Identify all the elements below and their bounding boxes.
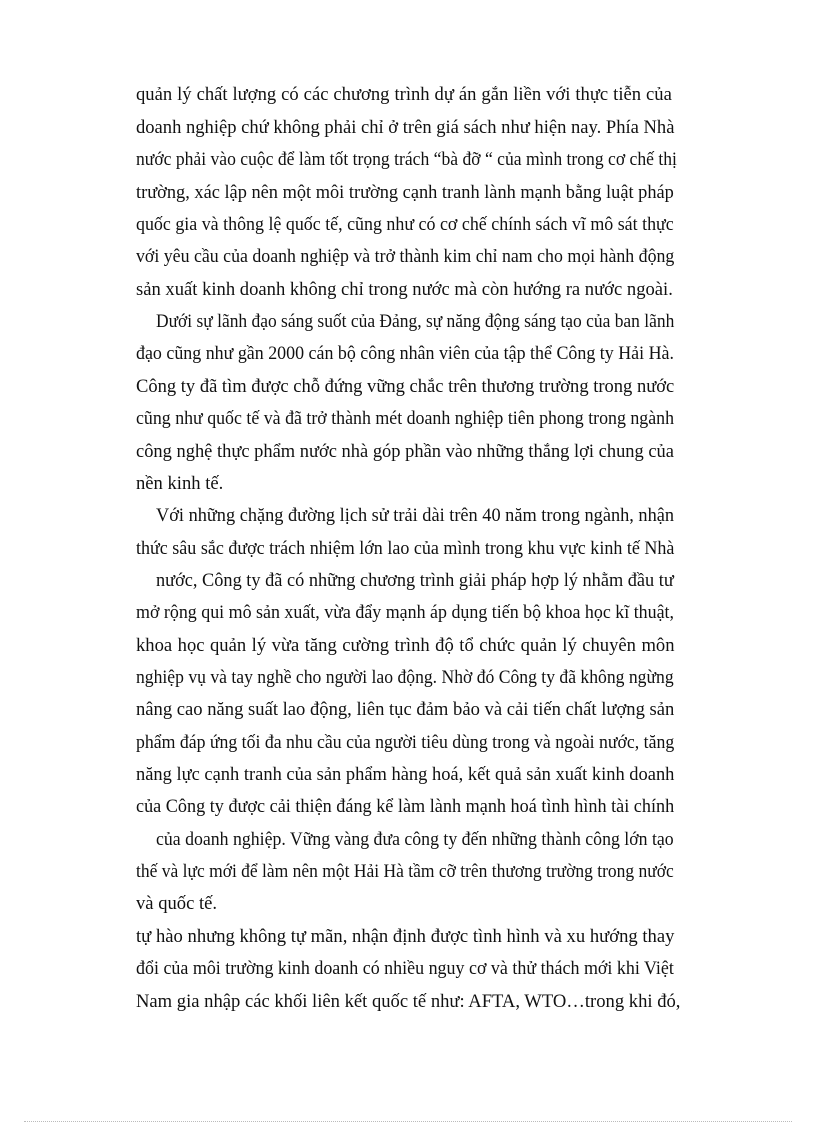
- text-line: Dưới sự lãnh đạo sáng suốt của Đảng, sự năng động sáng tạo của ban lãnh: [156, 311, 675, 332]
- text-line: phẩm đáp ứng tối đa nhu cầu của người tiêu dùng trong và ngoài nước, tăng: [136, 732, 675, 753]
- text-line: Nam gia nhập các khối liên kết quốc tế như: AFTA, WTO…trong khi đó,: [136, 991, 681, 1012]
- page-bottom-border: [24, 1121, 792, 1122]
- text-line: nghiệp vụ và tay nghề cho người lao động. Nhờ đó Công ty đã không ngừng: [136, 667, 674, 688]
- text-line: năng lực cạnh tranh của sản phẩm hàng hoá, kết quả sản xuất kinh doanh: [136, 764, 675, 785]
- text-line: doanh nghiệp chứ không phải chỉ ở trên giá sách như hiện nay. Phía Nhà: [136, 117, 675, 138]
- text-line: công nghệ thực phẩm nước nhà góp phần vào những thắng lợi chung của: [136, 441, 674, 462]
- text-line: mở rộng qui mô sản xuất, vừa đẩy mạnh áp dụng tiến bộ khoa học kĩ thuật,: [136, 602, 675, 623]
- text-line: và quốc tế.: [136, 893, 218, 914]
- text-line: thức sâu sắc được trách nhiệm lớn lao của mình trong khu vực kinh tế Nhà: [136, 538, 675, 559]
- text-line: nền kinh tế.: [136, 473, 224, 494]
- text-line: thế và lực mới để làm nên một Hải Hà tầm cỡ trên thương trường trong nước: [136, 861, 674, 882]
- text-line: Công ty đã tìm được chỗ đứng vững chắc trên thương trường trong nước: [136, 376, 675, 397]
- text-line: khoa học quản lý vừa tăng cường trình độ tổ chức quản lý chuyên môn: [136, 635, 675, 656]
- text-line: nước, Công ty đã có những chương trình giải pháp hợp lý nhằm đầu tư: [156, 570, 674, 591]
- text-line: của Công ty được cải thiện đáng kể làm lành mạnh hoá tình hình tài chính: [136, 796, 675, 817]
- text-line: của doanh nghiệp. Vững vàng đưa công ty đến những thành công lớn tạo: [156, 829, 674, 850]
- text-line: đạo cũng như gần 2000 cán bộ công nhân viên của tập thể Công ty Hải Hà.: [136, 343, 674, 364]
- text-line: cũng như quốc tế và đã trở thành mét doanh nghiệp tiên phong trong ngành: [136, 408, 675, 429]
- text-line: nước phải vào cuộc để làm tốt trọng trách “bà đỡ “ của mình trong cơ chế thị: [136, 149, 677, 170]
- text-line: sản xuất kinh doanh không chỉ trong nước mà còn hướng ra nước ngoài.: [136, 279, 673, 300]
- text-line: trường, xác lập nên một môi trường cạnh tranh lành mạnh bằng luật pháp: [136, 182, 674, 203]
- text-line: Với những chặng đường lịch sử trải dài trên 40 năm trong ngành, nhận: [156, 505, 675, 526]
- text-line: nâng cao năng suất lao động, liên tục đảm bảo và cải tiến chất lượng sản: [136, 699, 675, 720]
- text-line: với yêu cầu của doanh nghiệp và trở thành kim chỉ nam cho mọi hành động: [136, 246, 675, 267]
- text-line: quốc gia và thông lệ quốc tế, cũng như có cơ chế chính sách vĩ mô sát thực: [136, 214, 674, 235]
- text-line: tự hào nhưng không tự mãn, nhận định được tình hình và xu hướng thay: [136, 926, 675, 947]
- text-line: quản lý chất lượng có các chương trình dự án gắn liền với thực tiễn của: [136, 84, 672, 105]
- text-line: đổi của môi trường kinh doanh có nhiều nguy cơ và thử thách mới khi Việt: [136, 958, 674, 979]
